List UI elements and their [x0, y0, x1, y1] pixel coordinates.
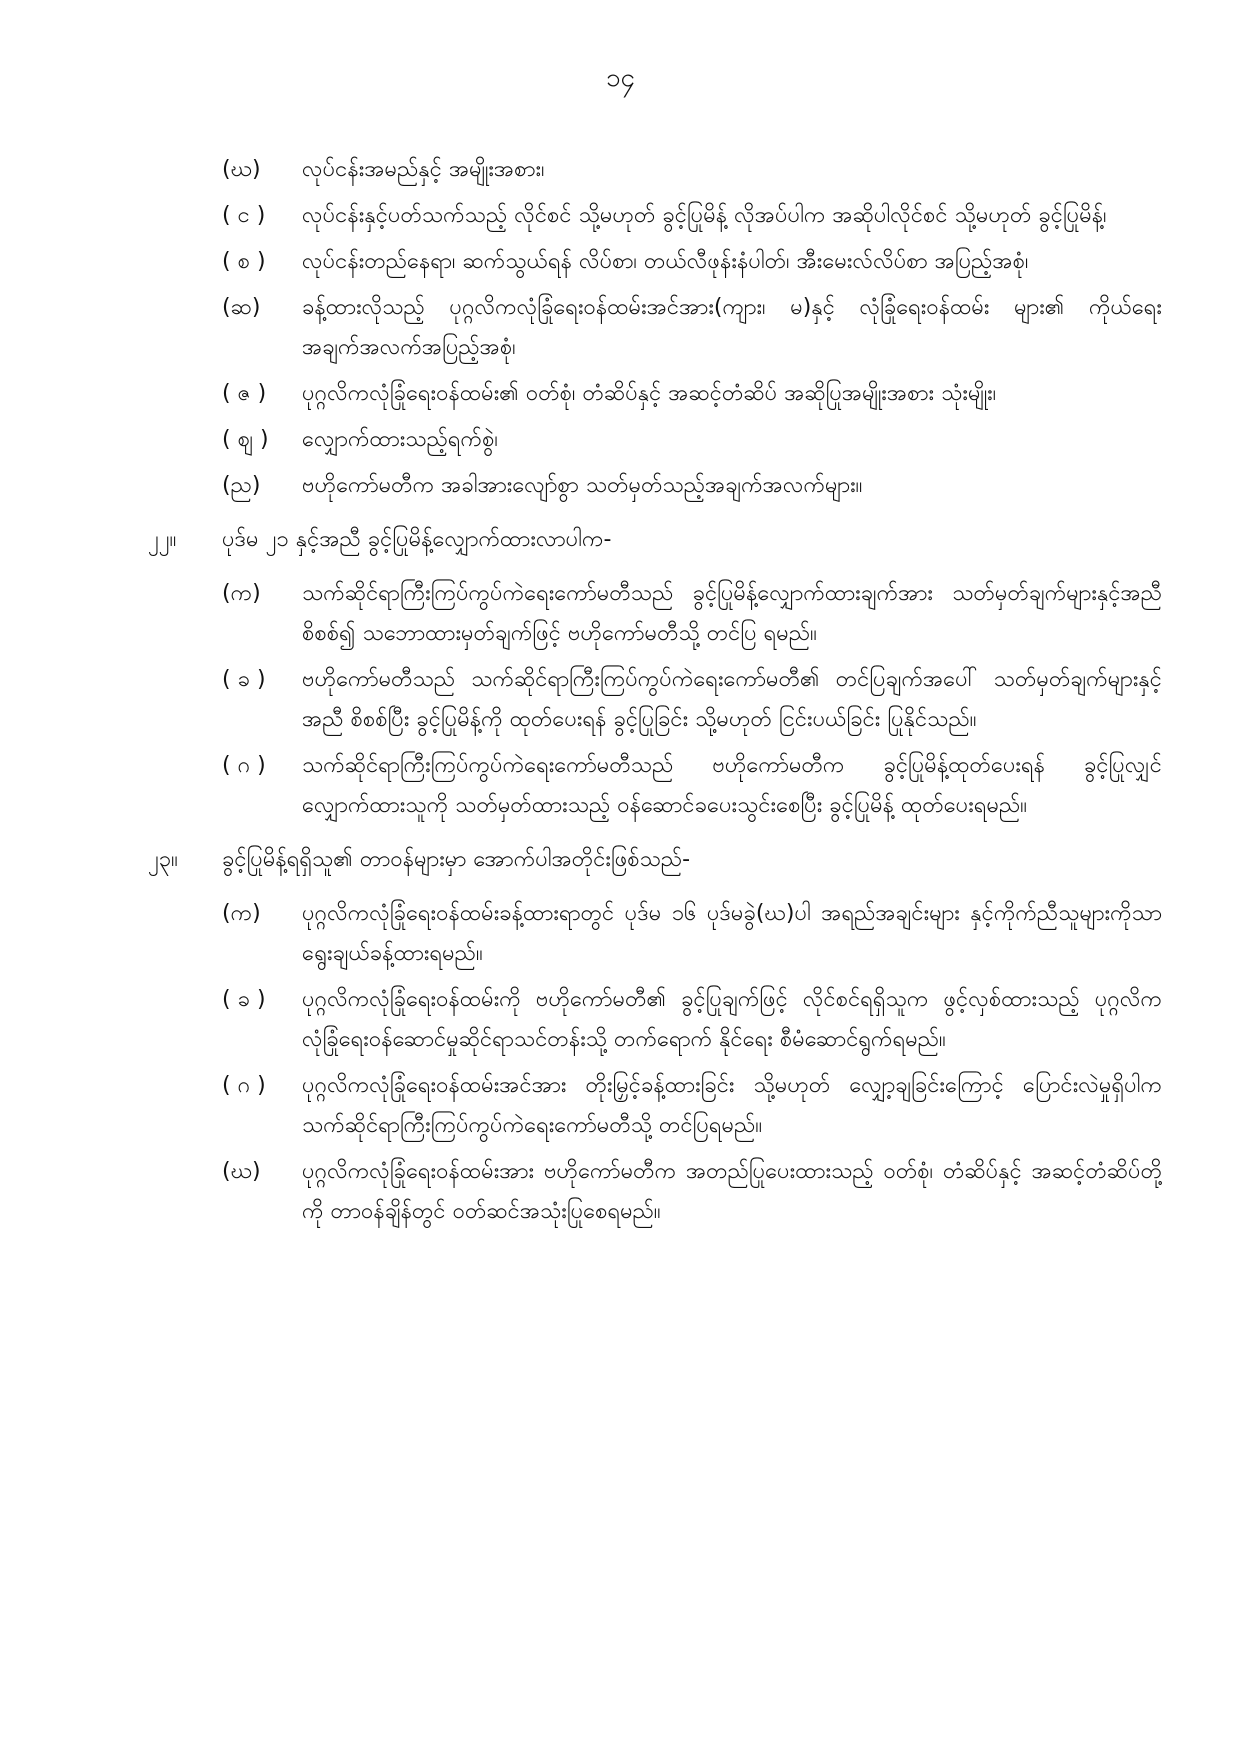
page-number: ၁၄ [605, 63, 636, 93]
item-marker: (က) [222, 581, 261, 606]
page-content [0, 150, 1241, 1232]
section-text: ပုဒ်မ ၂၁ နှင့်အညီ ခွင့်ပြုမိန့်လျှောက်ထားလာပါက- [222, 527, 612, 552]
list-item [0, 150, 1241, 190]
item-text: ပုဂ္ဂလိကလုံခြုံရေးဝန်ထမ်းအား ဗဟိုကော်မတီက အတည်ပြုပေးထားသည့် ဝတ်စုံ၊ တံဆိပ်နှင့် အဆင့်တံဆိပ်တို့ကို တာဝန်ချိန်တွင် ဝတ်ဆင်အသုံးပြုစေရမည်။ [302, 1159, 1162, 1224]
list-item [0, 980, 1241, 1060]
item-marker: ( စ ) [222, 249, 266, 274]
item-text: ဗဟိုကော်မတီသည် သက်ဆိုင်ရာကြီးကြပ်ကွပ်ကဲရေးကော်မတီ၏ တင်ပြချက်အပေါ် သတ်မှတ်ချက်များနှင့်အညီ စိစစ်ပြီး ခွင့်ပြုမိန့်ကို ထုတ်ပေးရန် ခွင့်ပြုခြင်း သို့မဟုတ် ငြင်းပယ်ခြင်း ပြုနိုင်သည်။ [302, 667, 1162, 732]
list-item [0, 746, 1241, 826]
item-marker: ( င ) [222, 203, 266, 228]
item-text: ပုဂ္ဂလိကလုံခြုံရေးဝန်ထမ်းကို ဗဟိုကော်မတီ၏ ခွင့်ပြုချက်ဖြင့် လိုင်စင်ရရှိသူက ဖွင့်လှစ်ထားသည့် ပုဂ္ဂလိကလုံခြုံရေးဝန်ဆောင်မှုဆိုင်ရာသင်တန်းသို့ တက်ရောက် နိုင်ရေး စီမံဆောင်ရွက်ရမည်။ [302, 987, 1162, 1052]
list-item [0, 242, 1241, 282]
item-marker: (ဃ) [222, 157, 261, 182]
item-marker: ( ခ ) [222, 987, 266, 1012]
item-marker: ( ဂ ) [222, 1073, 266, 1098]
item-marker: ( ခ ) [222, 667, 266, 692]
item-text: ပုဂ္ဂလိကလုံခြုံရေးဝန်ထမ်းခန့်ထားရာတွင် ပုဒ်မ ၁၆ ပုဒ်မခွဲ(ဃ)ပါ အရည်အချင်းများ နှင့်ကိုက်ညီသူများကိုသာ ရွေးချယ်ခန့်ထားရမည်။ [302, 901, 1162, 966]
item-text: ပုဂ္ဂလိကလုံခြုံရေးဝန်ထမ်းအင်အား တိုးမြှင့်ခန့်ထားခြင်း သို့မဟုတ် လျှော့ချခြင်းကြောင့် ပြောင်းလဲမှုရှိပါက သက်ဆိုင်ရာကြီးကြပ်ကွပ်ကဲရေးကော်မတီသို့ တင်ပြရမည်။ [302, 1073, 1162, 1138]
section-number: ၂၂။ [148, 527, 177, 552]
list-item [0, 1152, 1241, 1232]
item-text: လုပ်ငန်းအမည်နှင့် အမျိုးအစား၊ [302, 157, 545, 182]
list-item [0, 1066, 1241, 1146]
item-text: ဗဟိုကော်မတီက အခါအားလျော်စွာ သတ်မှတ်သည့်အချက်အလက်များ။ [302, 473, 863, 498]
item-marker: (ည) [222, 473, 261, 498]
section-number: ၂၃။ [148, 847, 178, 872]
section-23-heading [0, 840, 1241, 880]
item-text: သက်ဆိုင်ရာကြီးကြပ်ကွပ်ကဲရေးကော်မတီသည် ဗဟိုကော်မတီက ခွင့်ပြုမိန့်ထုတ်ပေးရန် ခွင့်ပြုလျှင် လျှောက်ထားသူကို သတ်မှတ်ထားသည့် ဝန်ဆောင်ခပေးသွင်းစေပြီး ခွင့်ပြုမိန့် ထုတ်ပေးရမည်။ [302, 753, 1162, 818]
item-marker: ( ဂ ) [222, 753, 266, 778]
item-text: ခန့်ထားလိုသည့် ပုဂ္ဂလိကလုံခြုံရေးဝန်ထမ်းအင်အား(ကျား၊ မ)နှင့် လုံခြုံရေးဝန်ထမ်း များ၏ ကိုယ်ရေးအချက်အလက်အပြည့်အစုံ၊ [302, 295, 1162, 360]
item-marker: (ဃ) [222, 1159, 261, 1184]
section-text: ခွင့်ပြုမိန့်ရရှိသူ၏ တာဝန်များမှာ အောက်ပါအတိုင်းဖြစ်သည်- [222, 847, 691, 872]
item-text: လုပ်ငန်းတည်နေရာ၊ ဆက်သွယ်ရန် လိပ်စာ၊ တယ်လီဖုန်းနံပါတ်၊ အီးမေးလ်လိပ်စာ အပြည့်အစုံ၊ [302, 249, 1029, 274]
section-22-heading [0, 520, 1241, 560]
list-item [0, 196, 1241, 236]
item-text: လုပ်ငန်းနှင့်ပတ်သက်သည့် လိုင်စင် သို့မဟုတ် ခွင့်ပြုမိန့် လိုအပ်ပါက အဆိုပါလိုင်စင် သို့မဟုတ် ခွင့်ပြုမိန့်၊ [302, 203, 1107, 228]
item-text: လျှောက်ထားသည့်ရက်စွဲ၊ [302, 427, 498, 452]
item-text: သက်ဆိုင်ရာကြီးကြပ်ကွပ်ကဲရေးကော်မတီသည် ခွင့်ပြုမိန့်လျှောက်ထားချက်အား သတ်မှတ်ချက်များနှင့်အညီ စိစစ်၍ သဘောထားမှတ်ချက်ဖြင့် ဗဟိုကော်မတီသို့ တင်ပြ ရမည်။ [302, 581, 1162, 646]
list-item [0, 574, 1241, 654]
item-marker: ( ဈ ) [222, 427, 269, 452]
list-item [0, 420, 1241, 460]
list-item [0, 660, 1241, 740]
item-marker: (ဆ) [222, 295, 261, 320]
item-text: ပုဂ္ဂလိကလုံခြုံရေးဝန်ထမ်း၏ ဝတ်စုံ၊ တံဆိပ်နှင့် အဆင့်တံဆိပ် အဆိုပြုအမျိုးအစား သုံးမျိုး၊ [302, 381, 997, 406]
list-item [0, 466, 1241, 506]
list-item [0, 288, 1241, 368]
list-item [0, 374, 1241, 414]
item-marker: (က) [222, 901, 261, 926]
list-item [0, 894, 1241, 974]
item-marker: ( ဇ ) [222, 381, 267, 406]
